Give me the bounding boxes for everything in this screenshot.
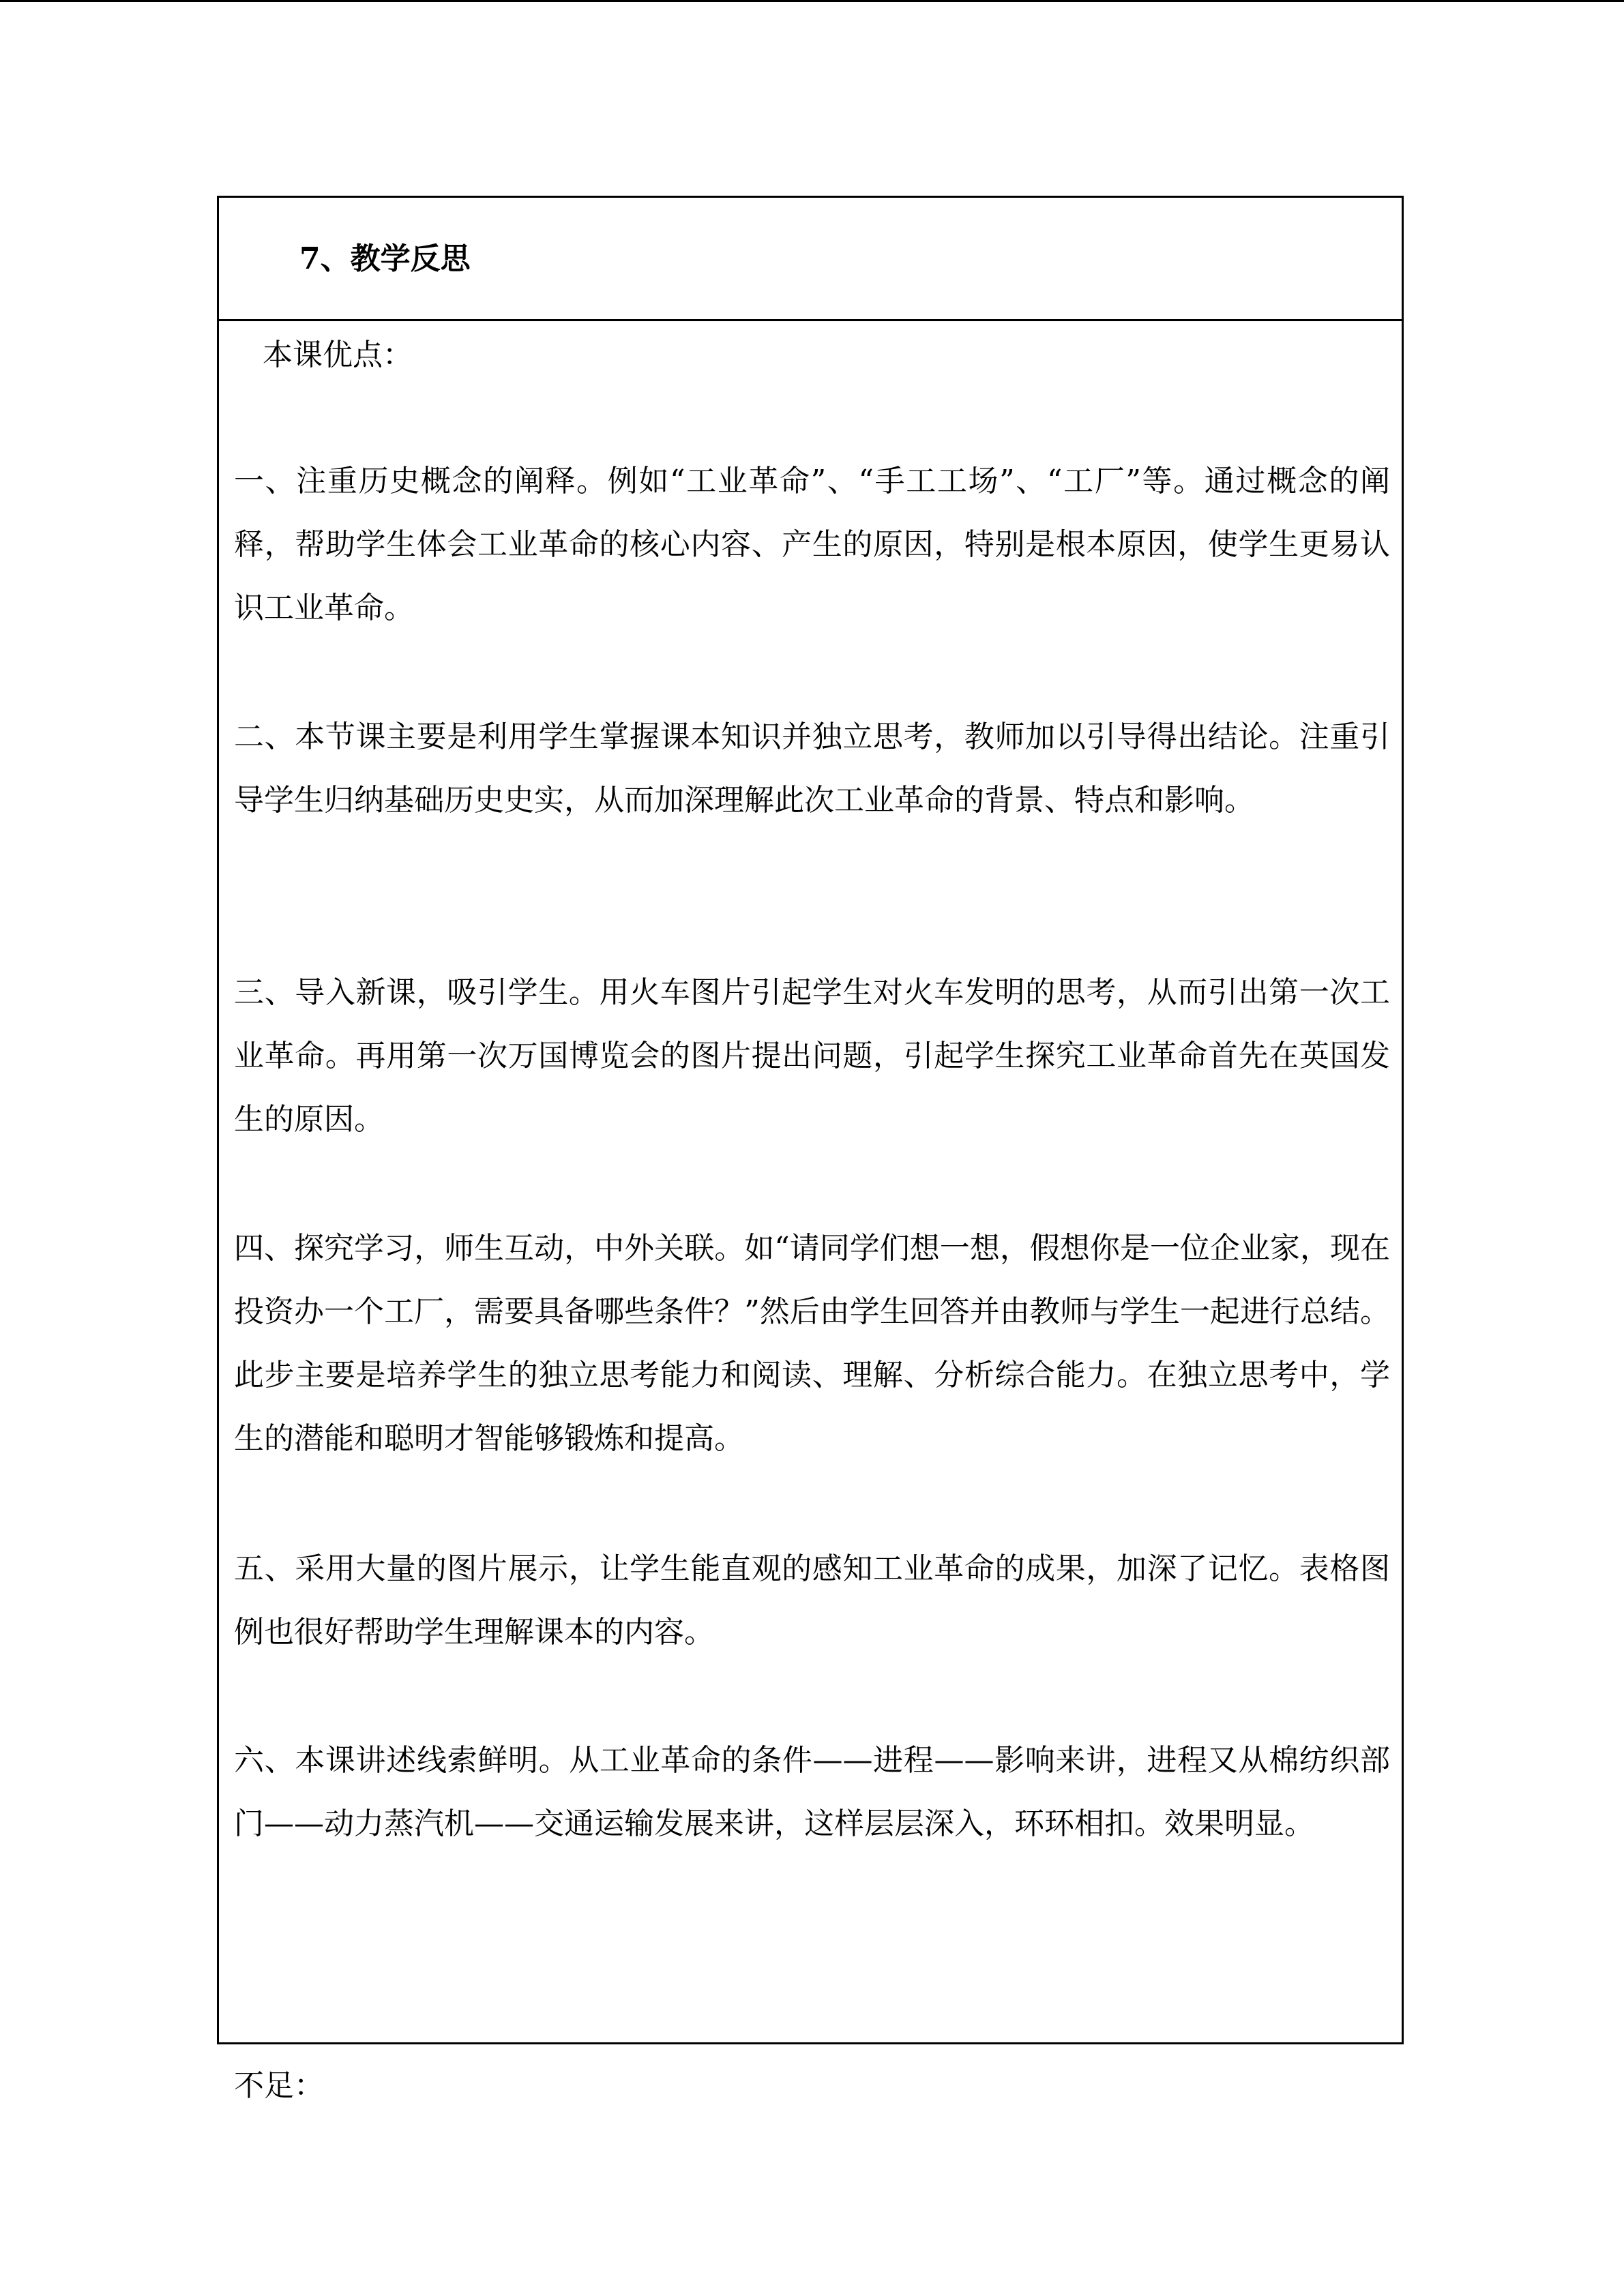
table-header-row: [219, 198, 1402, 321]
advantages-heading: 本课优点：: [263, 338, 413, 372]
paragraph-6: 六、本课讲述线索鲜明。从工业革命的条件——进程——影响来讲，进程又从棉纺织部门——动力蒸汽机——交通运输发展来讲，这样层层深入，环环相扣。效果明显。: [234, 1743, 1390, 1841]
paragraph-1: 一、注重历史概念的阐释。例如“工业革命”、“手工工场”、“工厂”等。通过概念的阐释，帮助学生体会工业革命的核心内容、产生的原因，特别是根本原因，使学生更易认识工业革命。: [234, 464, 1390, 625]
shortfall-heading: 不足：: [234, 2068, 324, 2103]
top-border-line: [0, 0, 1624, 2]
paragraph-4: 四、探究学习，师生互动，中外关联。如“请同学们想一想，假想你是一位企业家，现在投资办一个工厂，需要具备哪些条件？”然后由学生回答并由教师与学生一起进行总结。此步主要是培养学生的独立思考能力和阅读、理解、分析综合能力。在独立思考中，学生的潜能和聪明才智能够锻炼和提高。: [234, 1231, 1390, 1456]
section-title: 7、教学反思: [299, 241, 471, 276]
reflection-table: [217, 196, 1404, 2103]
paragraph-2: 二、本节课主要是利用学生掌握课本知识并独立思考，教师加以引导得出结论。注重引导学生归纳基础历史史实，从而加深理解此次工业革命的背景、特点和影响。: [234, 719, 1390, 818]
paragraph-5: 五、采用大量的图片展示，让学生能直观的感知工业革命的成果，加深了记忆。表格图例也很好帮助学生理解课本的内容。: [234, 1551, 1390, 1650]
paragraph-3: 三、导入新课，吸引学生。用火车图片引起学生对火车发明的思考，从而引出第一次工业革命。再用第一次万国博览会的图片提出问题，引起学生探究工业革命首先在英国发生的原因。: [234, 975, 1390, 1137]
